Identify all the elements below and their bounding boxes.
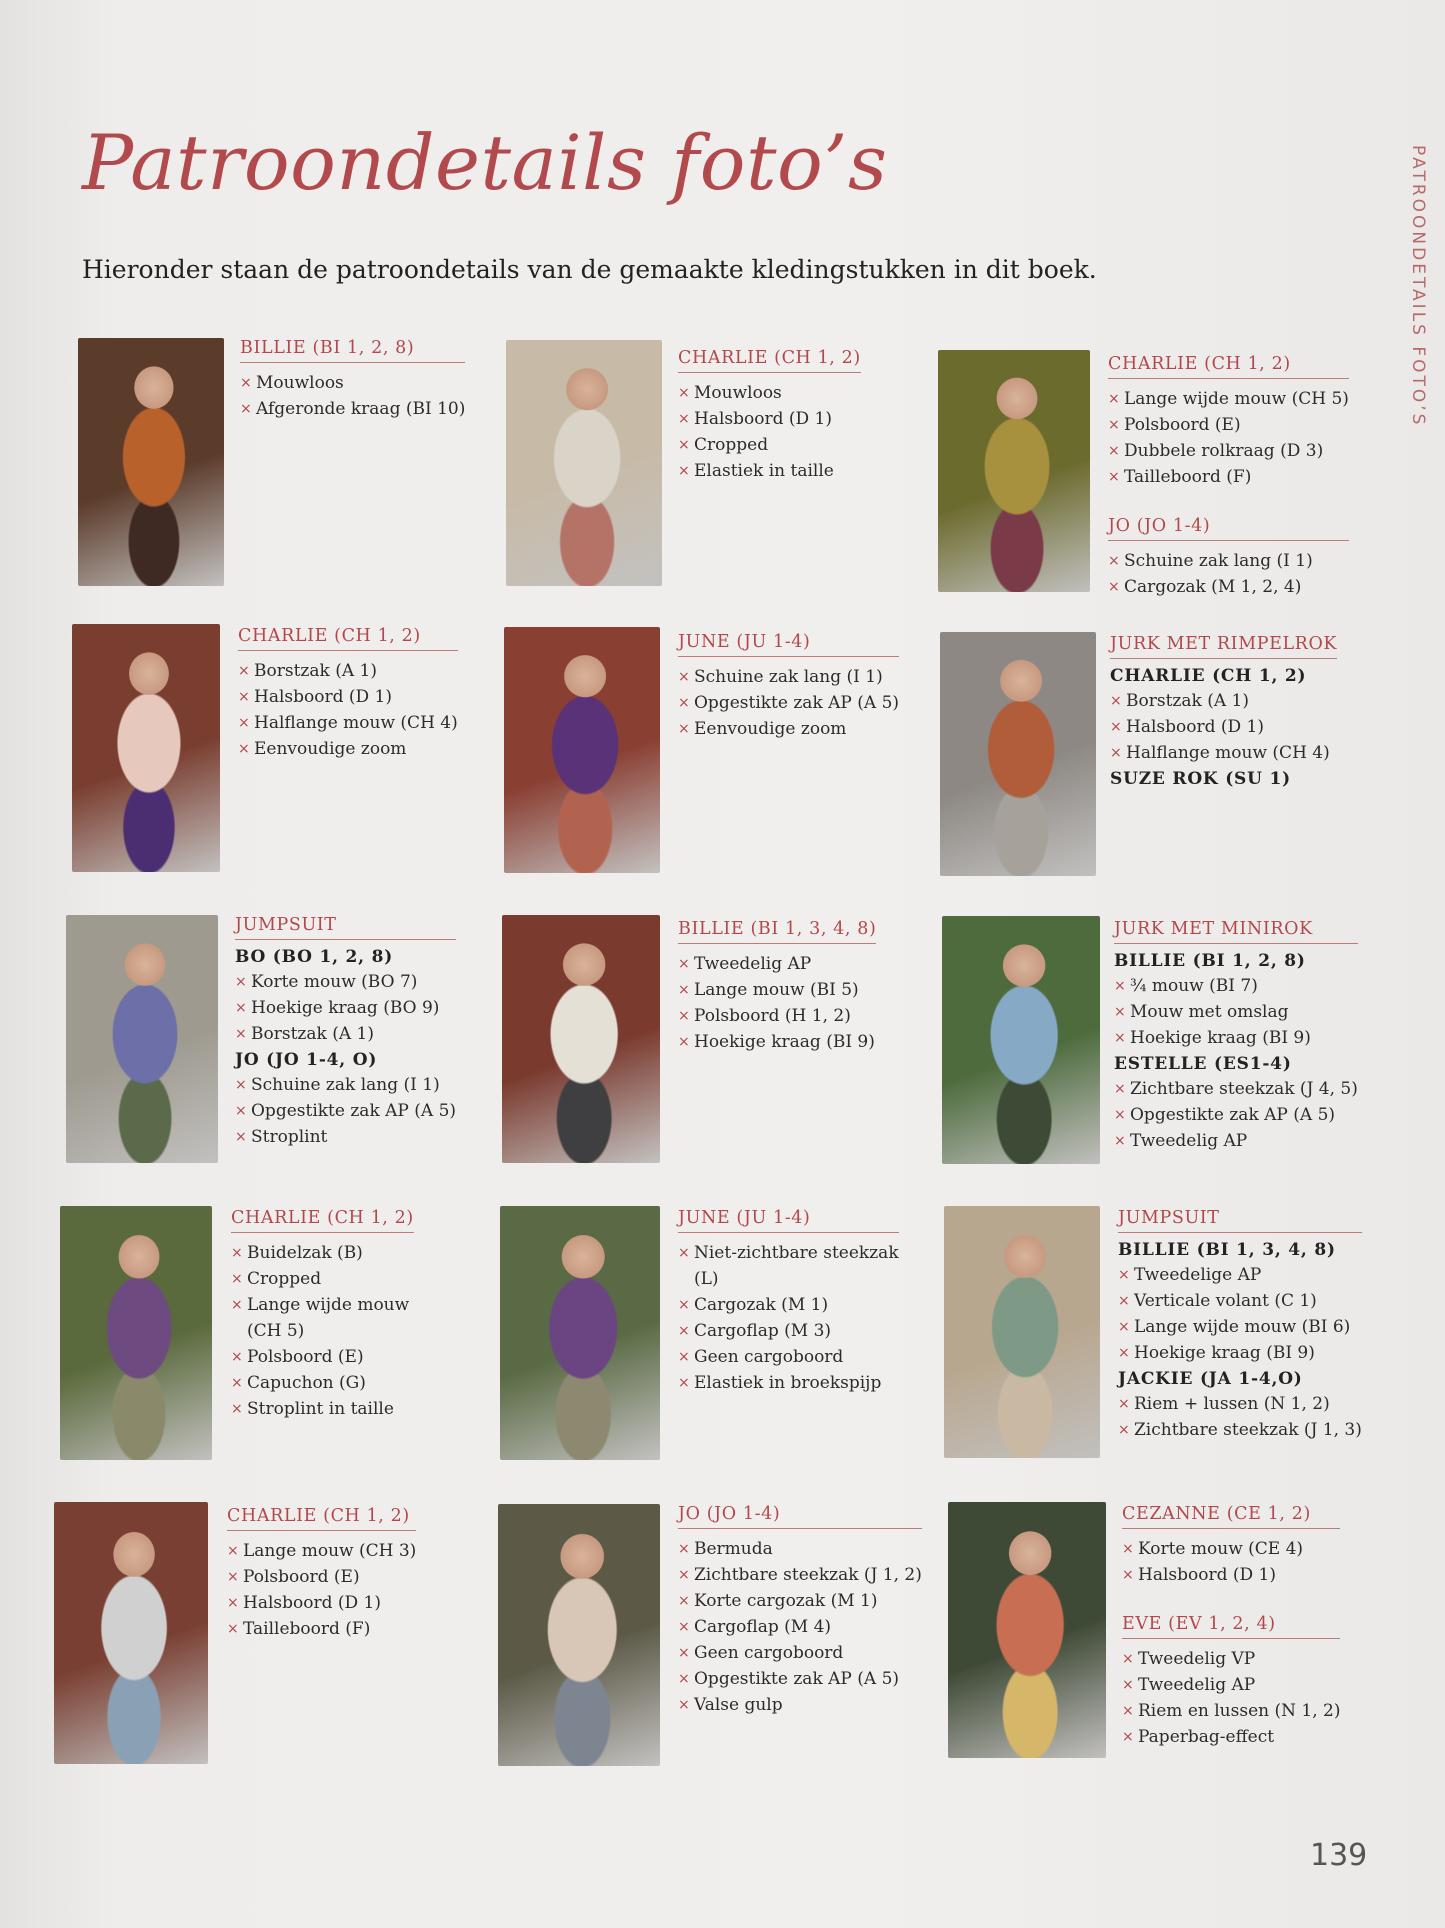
- garment-photo: [506, 340, 662, 586]
- detail-list-item: × Borstzak (A 1): [1110, 688, 1337, 714]
- detail-list-item: × Eenvoudige zoom: [678, 716, 899, 742]
- detail-list-item: × Polsboord (H 1, 2): [678, 1003, 876, 1029]
- pattern-detail-text: [1110, 634, 1337, 791]
- detail-list-item: × Schuine zak lang (I 1): [678, 664, 899, 690]
- pattern-detail-text: [235, 915, 456, 1150]
- garment-photo: [502, 915, 660, 1163]
- detail-list-item: × Zichtbare steekzak (J 1, 2): [678, 1562, 922, 1588]
- detail-list-item: × Lange wijde mouw (BI 6): [1118, 1314, 1362, 1340]
- pattern-detail-text: [1118, 1208, 1362, 1443]
- detail-list-item: × Cargozak (M 1, 2, 4): [1108, 574, 1349, 600]
- detail-list-item: × Zichtbare steekzak (J 1, 3): [1118, 1417, 1362, 1443]
- garment-header: CHARLIE (CH 1, 2): [678, 348, 861, 373]
- detail-list-item: × Halflange mouw (CH 4): [1110, 740, 1337, 766]
- detail-list: [227, 1538, 416, 1642]
- garment-photo: [504, 627, 660, 873]
- detail-list-item: × Riem + lussen (N 1, 2): [1118, 1391, 1362, 1417]
- garment-header: BILLIE (BI 1, 2, 8): [240, 338, 465, 363]
- detail-list-item: × Eenvoudige zoom: [238, 736, 458, 762]
- detail-list-item: × Niet-zichtbare steekzak: [678, 1240, 899, 1266]
- detail-list-item: × Cropped: [678, 432, 861, 458]
- detail-list-item: × Verticale volant (C 1): [1118, 1288, 1362, 1314]
- detail-list-item: × Halsboord (D 1): [227, 1590, 416, 1616]
- detail-list-item: × Schuine zak lang (I 1): [235, 1072, 456, 1098]
- pattern-name: BO (BO 1, 2, 8): [235, 947, 394, 967]
- pattern-detail-text: [678, 919, 876, 1055]
- detail-list-item: × Tweedelig AP: [1122, 1672, 1340, 1698]
- detail-list-item: × Tailleboord (F): [1108, 464, 1349, 490]
- garment-header: JO (JO 1-4): [678, 1504, 922, 1529]
- detail-list-item: × Capuchon (G): [231, 1370, 414, 1396]
- pattern-detail-text: [678, 1504, 922, 1718]
- garment-photo: [78, 338, 224, 586]
- detail-list-item: × Borstzak (A 1): [238, 658, 458, 684]
- detail-list-item: × Dubbele rolkraag (D 3): [1108, 438, 1349, 464]
- pattern-detail-text: [227, 1506, 416, 1642]
- detail-list-item: × Cropped: [231, 1266, 414, 1292]
- garment-header: EVE (EV 1, 2, 4): [1122, 1614, 1340, 1639]
- pattern-detail-text: [678, 348, 861, 484]
- side-section-label: PATROONDETAILS FOTO’S: [1408, 145, 1428, 428]
- detail-list-item: × Halsboord (D 1): [1110, 714, 1337, 740]
- detail-list-item: × Halsboord (D 1): [238, 684, 458, 710]
- detail-list-item: × Opgestikte zak AP (A 5): [235, 1098, 456, 1124]
- pattern-detail-text: [678, 632, 899, 742]
- detail-list-item: × Hoekige kraag (BI 9): [1114, 1025, 1358, 1051]
- garment-header: CHARLIE (CH 1, 2): [238, 626, 458, 651]
- detail-list-item: × Tweedelige AP: [1118, 1262, 1362, 1288]
- detail-list-item: × Borstzak (A 1): [235, 1021, 456, 1047]
- detail-list-item: × Halflange mouw (CH 4): [238, 710, 458, 736]
- pattern-detail-text: [231, 1208, 414, 1422]
- detail-list-item: (L): [694, 1269, 719, 1289]
- page-subtitle: Hieronder staan de patroondetails van de gemaakte kledingstukken in dit boek.: [82, 255, 1097, 284]
- detail-list-item: × Buidelzak (B): [231, 1240, 414, 1266]
- garment-photo: [498, 1504, 660, 1766]
- garment-photo: [60, 1206, 212, 1460]
- detail-list-item: × Lange mouw (CH 3): [227, 1538, 416, 1564]
- detail-list-item: × Schuine zak lang (I 1): [1108, 548, 1349, 574]
- pattern-name: ESTELLE (ES1-4): [1114, 1054, 1292, 1074]
- pattern-name: BILLIE (BI 1, 3, 4, 8): [1118, 1240, 1336, 1260]
- detail-list: [240, 370, 465, 422]
- detail-list: [1110, 688, 1337, 766]
- detail-list-item: × Bermuda: [678, 1536, 922, 1562]
- detail-list-item: × Riem en lussen (N 1, 2): [1122, 1698, 1340, 1724]
- garment-header: CHARLIE (CH 1, 2): [227, 1506, 416, 1531]
- detail-list-item: × Polsboord (E): [227, 1564, 416, 1590]
- detail-list: [1114, 1076, 1358, 1154]
- detail-list-item: × Polsboord (E): [1108, 412, 1349, 438]
- detail-list-item: × Mouw met omslag: [1114, 999, 1358, 1025]
- garment-photo: [944, 1206, 1100, 1458]
- detail-list: [1108, 548, 1349, 600]
- garment-photo: [942, 916, 1100, 1164]
- page-number: 139: [1310, 1838, 1368, 1873]
- garment-header: JURK MET RIMPELROK: [1110, 634, 1337, 659]
- detail-list-item: (CH 5): [247, 1321, 305, 1341]
- pattern-detail-text: [1108, 354, 1349, 600]
- detail-list-item: × Hoekige kraag (BI 9): [1118, 1340, 1362, 1366]
- detail-list: [231, 1240, 414, 1422]
- detail-list-item: × Lange wijde mouw (CH 5): [1108, 386, 1349, 412]
- detail-list-item: × Korte mouw (CE 4): [1122, 1536, 1340, 1562]
- garment-header: JUNE (JU 1-4): [678, 632, 899, 657]
- detail-list-item: × Cargoflap (M 3): [678, 1318, 899, 1344]
- detail-list-item: × Hoekige kraag (BO 9): [235, 995, 456, 1021]
- detail-list: [1118, 1262, 1362, 1366]
- detail-list-item: × Opgestikte zak AP (A 5): [1114, 1102, 1358, 1128]
- pattern-name: JO (JO 1-4, O): [235, 1050, 378, 1070]
- detail-list: [235, 969, 456, 1047]
- detail-list: [678, 951, 876, 1055]
- detail-list-item: × Halsboord (D 1): [678, 406, 861, 432]
- detail-list-item: × Korte cargozak (M 1): [678, 1588, 922, 1614]
- garment-photo: [948, 1502, 1106, 1758]
- detail-list: [678, 1536, 922, 1718]
- detail-list: [1118, 1391, 1362, 1443]
- pattern-name: CHARLIE (CH 1, 2): [1110, 666, 1307, 686]
- detail-list-item: × Paperbag-effect: [1122, 1724, 1340, 1750]
- garment-photo: [66, 915, 218, 1163]
- detail-list-item: × Geen cargoboord: [678, 1344, 899, 1370]
- detail-list: [1122, 1536, 1340, 1588]
- page-title: Patroondetails foto’s: [82, 118, 888, 207]
- garment-photo: [940, 632, 1096, 876]
- detail-list-item: × Polsboord (E): [231, 1344, 414, 1370]
- detail-list-item: × Stroplint in taille: [231, 1396, 414, 1422]
- garment-header: CEZANNE (CE 1, 2): [1122, 1504, 1340, 1529]
- detail-list-item: × Korte mouw (BO 7): [235, 969, 456, 995]
- detail-list-item: × Zichtbare steekzak (J 4, 5): [1114, 1076, 1358, 1102]
- detail-list-item: × Tweedelig AP: [678, 951, 876, 977]
- detail-list-item: × ¾ mouw (BI 7): [1114, 973, 1358, 999]
- detail-list-item: × Elastiek in broekspijp: [678, 1370, 899, 1396]
- garment-header: JUMPSUIT: [1118, 1208, 1362, 1233]
- detail-list-item: × Lange mouw (BI 5): [678, 977, 876, 1003]
- detail-list-item: × Tweedelig AP: [1114, 1128, 1358, 1154]
- detail-list-item: × Geen cargoboord: [678, 1640, 922, 1666]
- garment-header: BILLIE (BI 1, 3, 4, 8): [678, 919, 876, 944]
- garment-photo: [500, 1206, 660, 1460]
- garment-header: CHARLIE (CH 1, 2): [231, 1208, 414, 1233]
- detail-list-item: × Cargoflap (M 4): [678, 1614, 922, 1640]
- garment-header: CHARLIE (CH 1, 2): [1108, 354, 1349, 379]
- detail-list-item: × Opgestikte zak AP (A 5): [678, 1666, 922, 1692]
- detail-list: [235, 1072, 456, 1150]
- detail-list-item: × Halsboord (D 1): [1122, 1562, 1340, 1588]
- detail-list: [678, 1240, 899, 1396]
- pattern-name: JACKIE (JA 1-4,O): [1118, 1369, 1303, 1389]
- pattern-name: SUZE ROK (SU 1): [1110, 769, 1291, 789]
- pattern-detail-text: [240, 338, 465, 422]
- detail-list: [1114, 973, 1358, 1051]
- detail-list-item: × Tweedelig VP: [1122, 1646, 1340, 1672]
- detail-list-item: × Tailleboord (F): [227, 1616, 416, 1642]
- garment-photo: [72, 624, 220, 872]
- pattern-detail-text: [1122, 1504, 1340, 1750]
- pattern-name: BILLIE (BI 1, 2, 8): [1114, 951, 1306, 971]
- garment-header: JUMPSUIT: [235, 915, 456, 940]
- detail-list: [1108, 386, 1349, 490]
- garment-header: JO (JO 1-4): [1108, 516, 1349, 541]
- detail-list-item: × Cargozak (M 1): [678, 1292, 899, 1318]
- detail-list: [678, 380, 861, 484]
- detail-list-item: × Opgestikte zak AP (A 5): [678, 690, 899, 716]
- detail-list-item: × Afgeronde kraag (BI 10): [240, 396, 465, 422]
- pattern-detail-text: [238, 626, 458, 762]
- detail-list-item: × Mouwloos: [240, 370, 465, 396]
- pattern-detail-text: [1114, 919, 1358, 1154]
- detail-list: [1122, 1646, 1340, 1750]
- detail-list-item: × Hoekige kraag (BI 9): [678, 1029, 876, 1055]
- detail-list-item: × Stroplint: [235, 1124, 456, 1150]
- detail-list-item: × Valse gulp: [678, 1692, 922, 1718]
- detail-list: [678, 664, 899, 742]
- detail-list-item: × Elastiek in taille: [678, 458, 861, 484]
- garment-photo: [938, 350, 1090, 592]
- garment-photo: [54, 1502, 208, 1764]
- detail-list-item: × Mouwloos: [678, 380, 861, 406]
- pattern-detail-text: [678, 1208, 899, 1396]
- detail-list-item: × Lange wijde mouw: [231, 1292, 414, 1318]
- garment-header: JURK MET MINIROK: [1114, 919, 1358, 944]
- garment-header: JUNE (JU 1-4): [678, 1208, 899, 1233]
- detail-list: [238, 658, 458, 762]
